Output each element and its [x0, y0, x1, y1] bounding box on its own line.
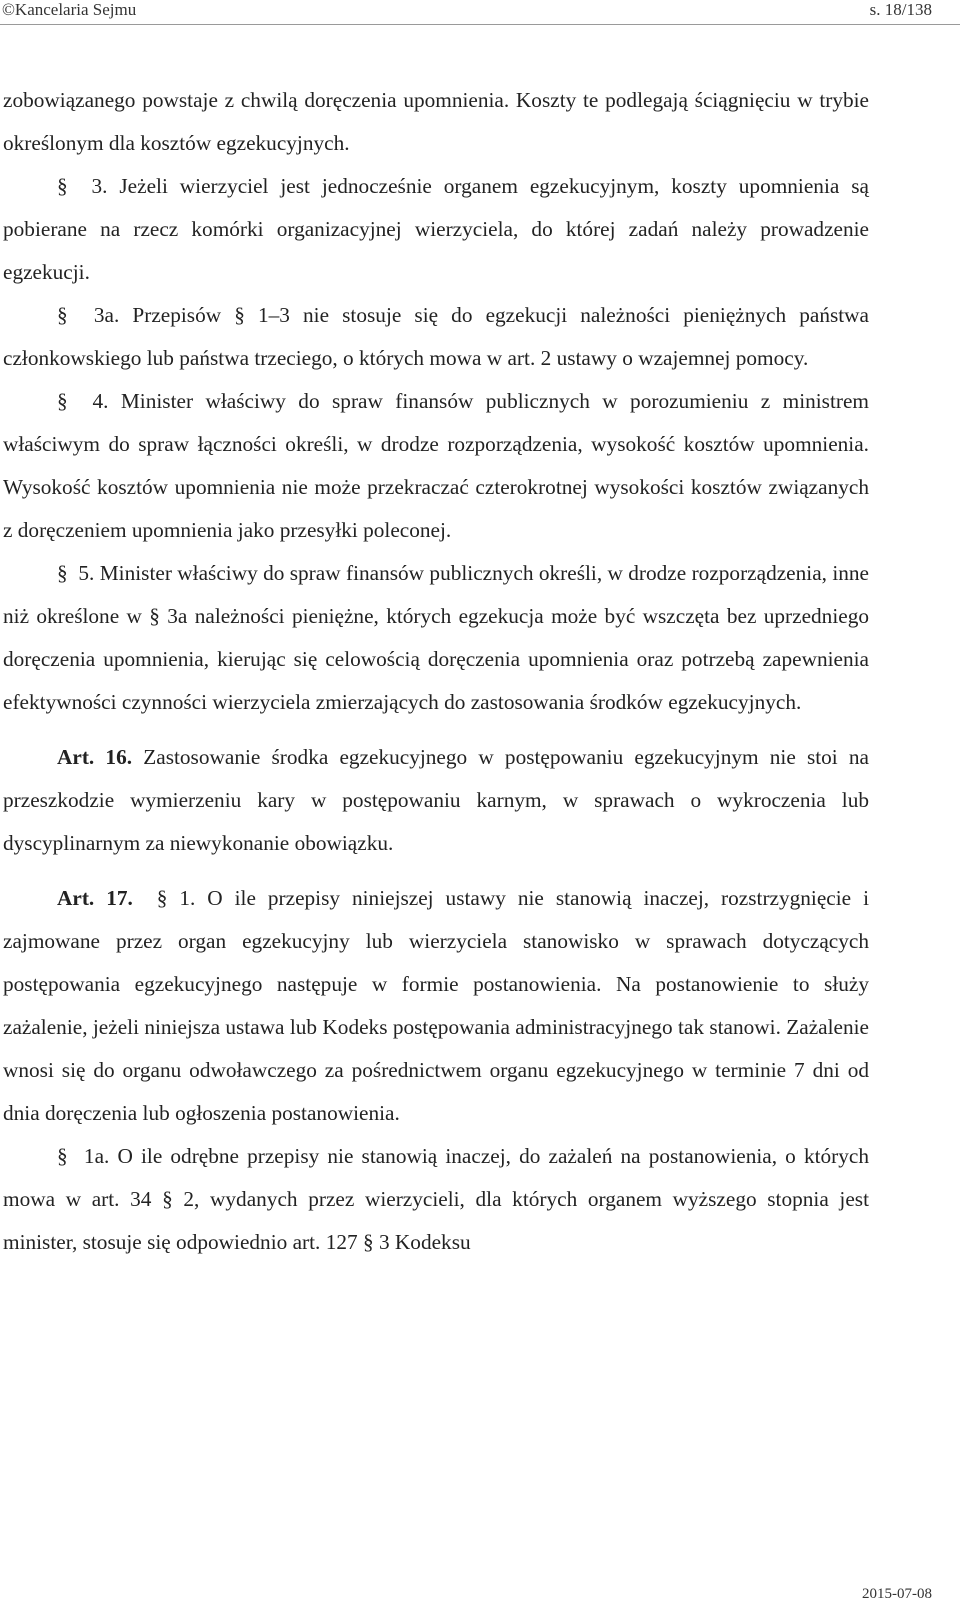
- paragraph-text: 3a. Przepisów: [93, 303, 235, 327]
- footer-date: 2015-07-08: [862, 1586, 932, 1602]
- section-mark: §: [57, 174, 68, 198]
- paragraph-continuation: [3, 79, 869, 165]
- paragraph-text: 4. Minister właściwy do spraw finansów publicznych w porozumieniu z ministrem właściwym do spraw łączności określi, w drodze rozporządzenia, wysokość kosztów upomnienia. Wysokość kosztów upomnienia nie może przekraczać czterokrotnej wysokości kosztów związanych z doręczeniem upomnienia jako przesyłki poleconej.: [3, 389, 869, 542]
- paragraph-text: 1a. O ile odrębne przepisy nie stanowią inaczej, do zażaleń na postanowienia, o których mowa w art. 34: [3, 1144, 870, 1211]
- article-label: Art. 17.: [57, 886, 133, 910]
- section-mark: §: [149, 604, 160, 628]
- page-number: s. 18/138: [869, 0, 932, 19]
- article-16: [3, 736, 869, 865]
- document-body: [3, 79, 869, 1264]
- paragraph-text: 3 Kodeksu: [378, 1230, 471, 1254]
- paragraph-section-3a: [3, 294, 869, 380]
- section-mark: §: [362, 1230, 374, 1254]
- section-mark: §: [57, 561, 68, 585]
- section-mark: §: [156, 886, 168, 910]
- paragraph-text: 3a należności pieniężne, których egzekucja może być wszczęta bez uprzedniego doręczenia upomnienia, kierując się celowością doręczenia upomnienia oraz potrzebą zapewnienia efektywności czynności wierzyciela zmierzających do zastosowania środków egzekucyjnych.: [3, 604, 869, 714]
- paragraph-text: 1. O ile przepisy niniejszej ustawy nie stanowią inaczej, rozstrzygnięcie i zajmowane przez organ egzekucyjny lub wierzyciela stanowisko w sprawach dotyczących postępowania egzekucyjnego następuje w formie postanowienia. Na postanowienie to służy zażalenie, jeżeli niniejsza ustawa lub Kodeks postępowania administracyjnego tak stanowi. Zażalenie wnosi się do organu odwoławczego za pośrednictwem organu egzekucyjnego w terminie 7 dni od dnia doręczenia lub ogłoszenia postanowienia.: [3, 886, 870, 1125]
- article-17: [3, 877, 869, 1135]
- paragraph-section-4: [3, 380, 869, 552]
- section-mark: §: [57, 303, 68, 327]
- paragraph-text: 3. Jeżeli wierzyciel jest jednocześnie organem egzekucyjnym, koszty upomnienia są pobierane na rzecz komórki organizacyjnej wierzyciela, do której zadań należy prowadzenie egzekucji.: [3, 174, 869, 284]
- article-label: Art. 16.: [57, 745, 133, 769]
- paragraph-text: 1–3 nie stosuje się do egzekucji należności pieniężnych państwa członkowskiego lub państwa trzeciego, o których mowa w art. 2 ustawy o wzajemnej pomocy.: [3, 303, 870, 370]
- paragraph-text: 2, wydanych przez wierzycieli, dla których organem wyższego stopnia jest minister, stosuje się odpowiednio art. 127: [3, 1187, 869, 1254]
- paragraph-text: zobowiązanego powstaje z chwilą doręczenia upomnienia. Koszty te podlegają ściągnięciu w trybie określonym dla kosztów egzekucyjnych.: [3, 88, 869, 155]
- page-header: [0, 0, 960, 26]
- paragraph-text: 5. Minister właściwy do spraw finansów publicznych określi, w drodze rozporządzenia, inne niż określone w: [3, 561, 869, 628]
- paragraph-section-1a: [3, 1135, 869, 1264]
- section-mark: §: [162, 1187, 173, 1211]
- source-label: ©Kancelaria Sejmu: [2, 0, 137, 19]
- section-mark: §: [57, 389, 68, 413]
- section-mark: §: [57, 1144, 68, 1168]
- paragraph-section-3: [3, 165, 869, 294]
- paragraph-section-5: [3, 552, 869, 724]
- header-rule: [0, 24, 960, 25]
- section-mark: §: [234, 303, 245, 327]
- paragraph-text: Zastosowanie środka egzekucyjnego w postępowaniu egzekucyjnym nie stoi na przeszkodzie wymierzeniu kary w postępowaniu karnym, w sprawach o wykroczenia lub dyscyplinarnym za niewykonanie obowiązku.: [3, 745, 869, 855]
